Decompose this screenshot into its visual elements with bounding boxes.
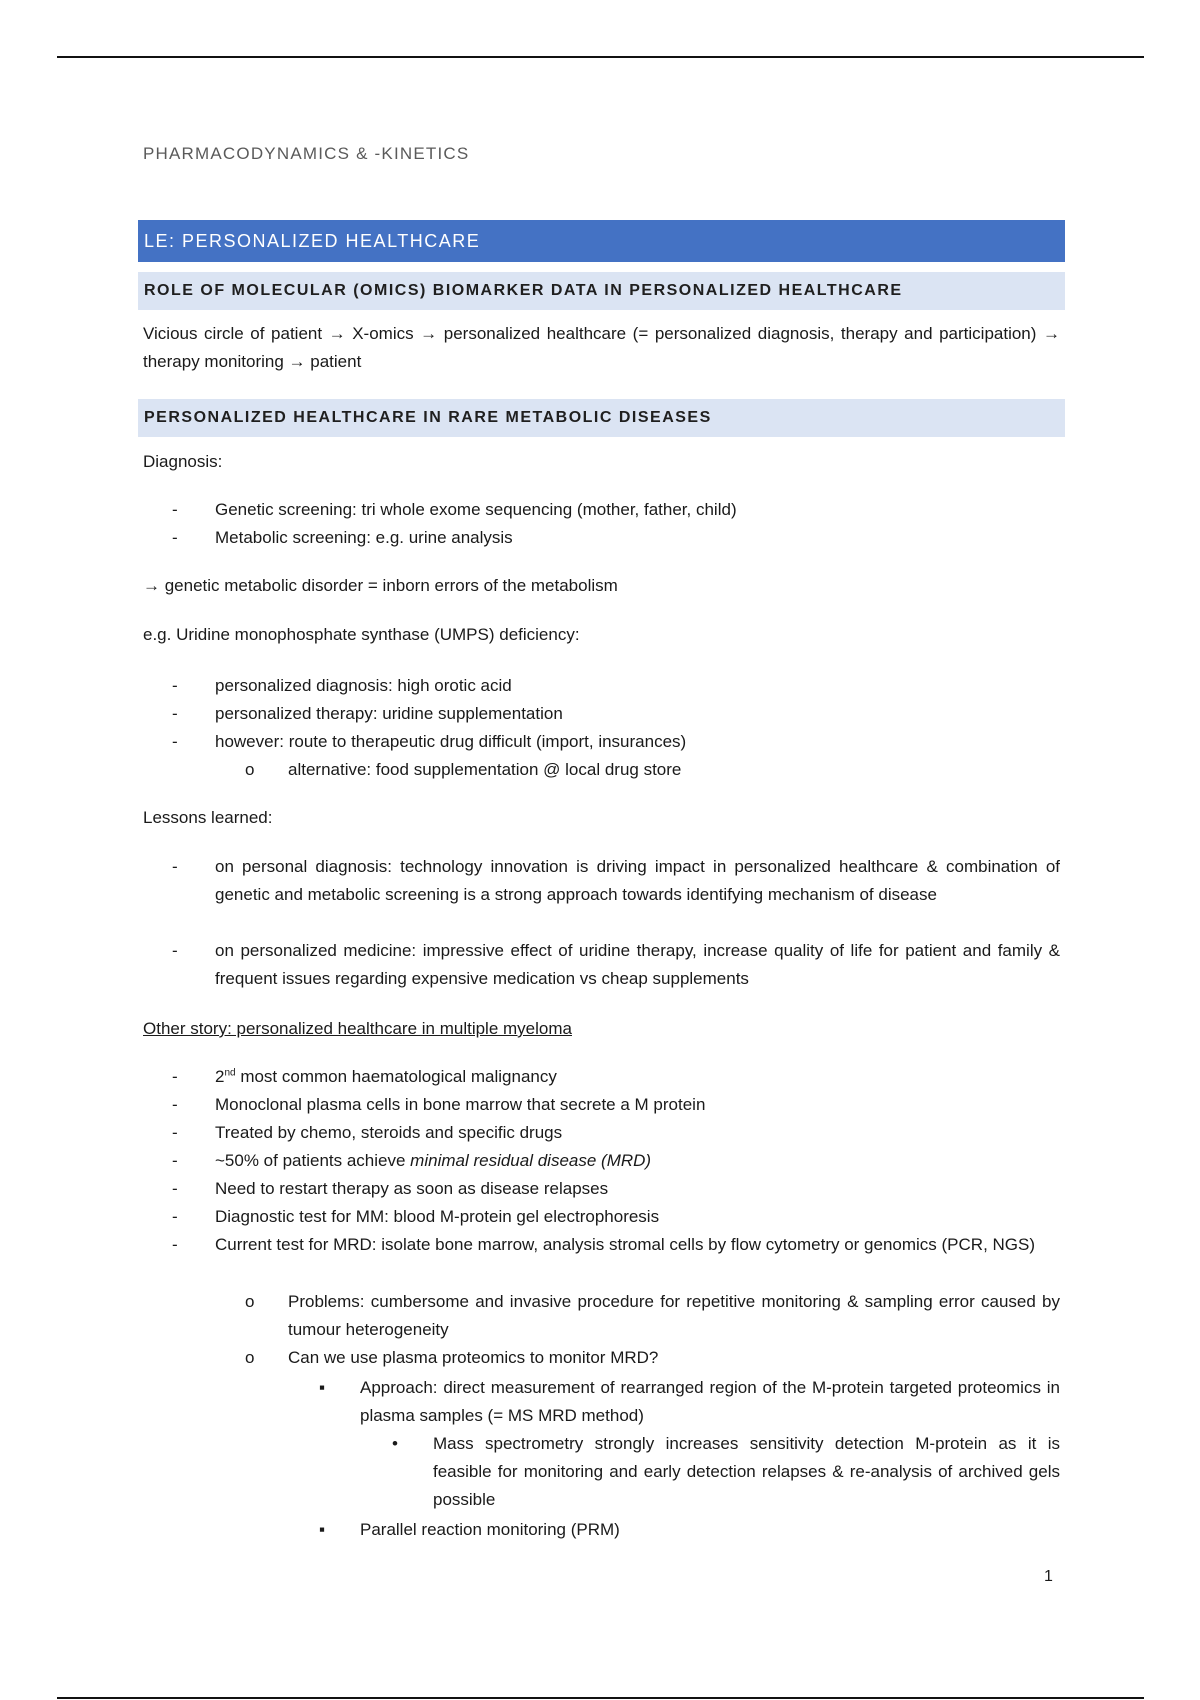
dash-marker: -: [172, 1123, 178, 1142]
circle-marker: o: [245, 1348, 255, 1367]
other-story-text: Other story: personalized healthcare in multiple myeloma: [143, 1019, 572, 1038]
dash-marker: -: [172, 1095, 178, 1114]
circle-marker: o: [245, 1292, 255, 1311]
top-rule: [57, 56, 1144, 58]
dash-marker: -: [172, 941, 178, 960]
list-item: - Diagnostic test for MM: blood M-protein gel electrophoresis: [215, 1203, 1060, 1231]
list-item: - Monoclonal plasma cells in bone marrow that secrete a M protein: [215, 1091, 1060, 1119]
list-item: - Metabolic screening: e.g. urine analysis: [215, 524, 1060, 552]
metabolic-disorder-line: → genetic metabolic disorder = inborn errors of the metabolism: [143, 576, 618, 595]
umps-example-label: e.g. Uridine monophosphate synthase (UMPS) deficiency:: [143, 625, 580, 644]
dash-marker: -: [172, 1179, 178, 1198]
section-title-omics: ROLE OF MOLECULAR (OMICS) BIOMARKER DATA IN PERSONALIZED HEALTHCARE: [144, 282, 903, 299]
list-item: - on personalized medicine: impressive effect of uridine therapy, increase quality of life for patient and family & frequent issues regarding expensive medication vs cheap supplements: [215, 937, 1060, 993]
bottom-rule: [57, 1697, 1144, 1699]
dash-marker: -: [172, 1207, 178, 1226]
dash-marker: -: [172, 676, 178, 695]
list-item: ▪ Approach: direct measurement of rearranged region of the M-protein targeted proteomics in plasma samples (= MS MRD method): [360, 1374, 1060, 1430]
diagnosis-label: Diagnosis:: [143, 452, 223, 471]
list-item: o Can we use plasma proteomics to monitor MRD?: [288, 1344, 1060, 1372]
circle-marker: o: [245, 760, 255, 779]
section-title-rare-metabolic: PERSONALIZED HEALTHCARE IN RARE METABOLIC DISEASES: [144, 409, 712, 426]
dash-marker: -: [172, 1067, 178, 1086]
square-bullet-marker: ▪: [319, 1520, 326, 1539]
dash-marker: -: [172, 732, 178, 751]
dash-marker: -: [172, 1151, 178, 1170]
list-item: - 2nd most common haematological malignancy: [215, 1063, 1060, 1091]
page-number: 1: [1044, 1568, 1053, 1585]
list-item: - Need to restart therapy as soon as disease relapses: [215, 1175, 1060, 1203]
running-header: PHARMACODYNAMICS & -KINETICS: [143, 144, 470, 163]
list-item: • Mass spectrometry strongly increases sensitivity detection M-protein as it is feasible for monitoring and early detection relapses & re-analysis of archived gels possible: [433, 1430, 1060, 1514]
chapter-title: LE: PERSONALIZED HEALTHCARE: [144, 230, 481, 251]
list-item: - however: route to therapeutic drug difficult (import, insurances): [215, 728, 1060, 756]
square-bullet-marker: ▪: [319, 1378, 326, 1397]
list-item: - personalized therapy: uridine supplementation: [215, 700, 1060, 728]
vicious-circle-paragraph: Vicious circle of patient → X-omics → personalized healthcare (= personalized diagnosis, therapy and participation) → therapy monitoring → patient: [143, 324, 1060, 371]
section-heading-rare-metabolic: [138, 399, 1065, 437]
list-item: - ~50% of patients achieve minimal residual disease (MRD): [215, 1147, 1060, 1175]
dash-marker: -: [172, 500, 178, 519]
list-item: - Treated by chemo, steroids and specific drugs: [215, 1119, 1060, 1147]
list-item: - on personal diagnosis: technology innovation is driving impact in personalized healthcare & combination of genetic and metabolic screening is a strong approach towards identifying mechanism of disease: [215, 853, 1060, 909]
section-heading-omics: [138, 272, 1065, 310]
list-item: o alternative: food supplementation @ local drug store: [288, 756, 1060, 784]
chapter-banner: [138, 220, 1065, 262]
round-bullet-marker: •: [392, 1434, 398, 1453]
dash-marker: -: [172, 857, 178, 876]
list-item: - Genetic screening: tri whole exome sequencing (mother, father, child): [215, 496, 1060, 524]
dash-marker: -: [172, 704, 178, 723]
list-item: o Problems: cumbersome and invasive procedure for repetitive monitoring & sampling error caused by tumour heterogeneity: [288, 1288, 1060, 1344]
dash-marker: -: [172, 528, 178, 547]
list-item: - Current test for MRD: isolate bone marrow, analysis stromal cells by flow cytometry or genomics (PCR, NGS): [215, 1231, 1060, 1259]
dash-marker: -: [172, 1235, 178, 1254]
list-item: - personalized diagnosis: high orotic acid: [215, 672, 1060, 700]
lessons-label: Lessons learned:: [143, 808, 273, 827]
multiple-myeloma-heading: [143, 1015, 1060, 1043]
list-item: ▪ Parallel reaction monitoring (PRM): [360, 1516, 1060, 1544]
